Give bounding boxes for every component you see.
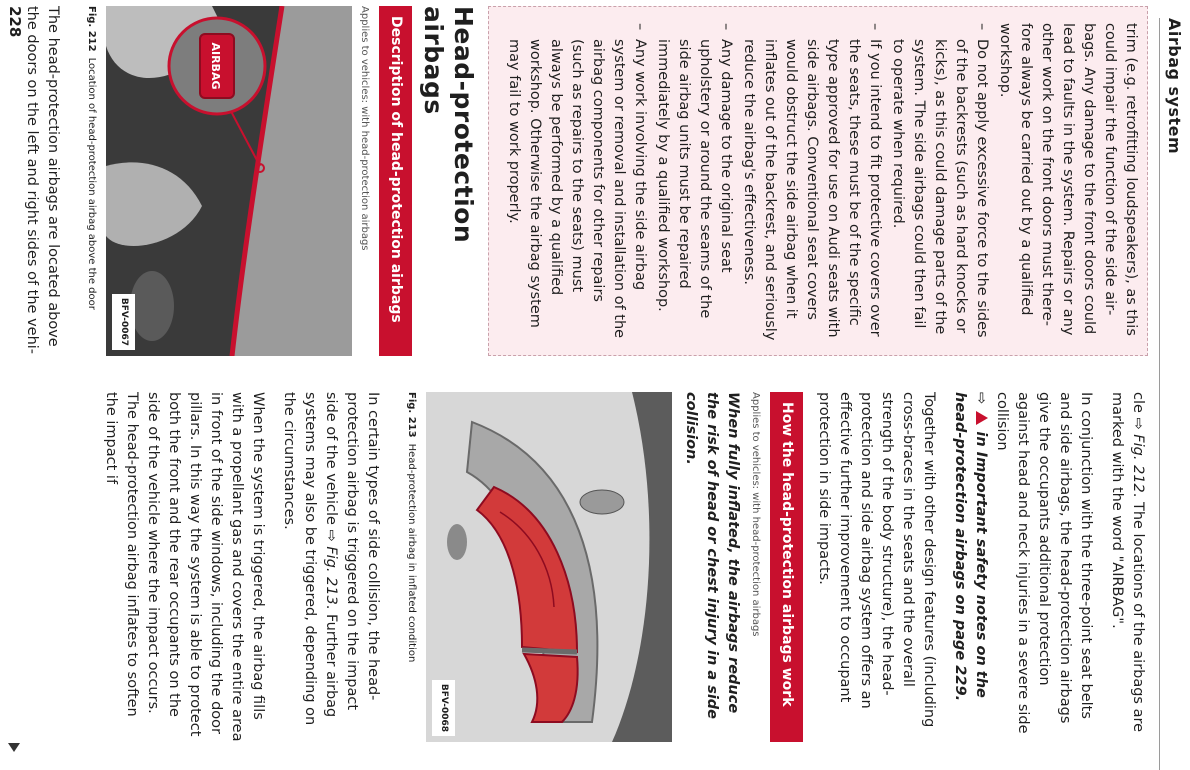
figure-code: BFV-0067 (112, 294, 135, 350)
safety-notes-link[interactable]: in Important safety notes on the head-protection airbags on page 229. (952, 392, 989, 702)
left-column (11, 6, 1148, 356)
figure-caption-text: Location of head-protection airbag above the door (86, 57, 97, 310)
figure-code: BFV-0068 (432, 680, 455, 736)
figure-213-image (426, 392, 672, 742)
body-text (813, 392, 1148, 742)
warning-item: – Any damage to the original seat upholstery or around the seams of the side airbag units must be repaired immediately by a qualified workshop. (652, 23, 736, 345)
body-paragraph: In conjunction with the three-point seat belts and side airbags, the head-protection airbags give the occupants additional protection against head and neck injuries in a severe side collision ⇨ in Important safety notes on the head-protection airbags on page 229. (952, 392, 1094, 734)
inflated-airbag-illustration (426, 392, 672, 742)
figure-caption (81, 6, 102, 356)
airbag-badge-text: AIRBAG (209, 42, 222, 90)
figure-caption (401, 392, 422, 742)
chapter-heading: Head-protection airbags (419, 6, 478, 244)
warning-item: – If you intend to fit protective covers over the seats, these must be of the specific type approved for use on Audi seats with side airbags. Conventional seat covers would obstruct the side airbag when it inflates out of the backrest, and seriously reduce the airbag's effectiveness. (738, 23, 885, 345)
body-paragraph: cle ⇨ Fig. 212. The locations of the airbags are marked with the word "AIRBAG". (1109, 392, 1146, 733)
page-number: 228 (6, 6, 24, 38)
warning-item: – Any work involving the side airbag system or removal and installation of the airbag components for other repairs (such as repairs to the seats) must always be performed by a qualified workshop. Otherwise the airbag system may fail to work properly. (503, 23, 650, 345)
lead-paragraph: When fully inflated, the airbags reduce the risk of head or chest injury in a side collision. (683, 392, 741, 720)
figure-label: Fig. 213 (406, 392, 417, 438)
body-text (100, 392, 383, 742)
headliner-illustration (106, 6, 352, 356)
warning-triangle-icon (976, 411, 988, 425)
section-title-how-it-works: How the head-protection airbags work (770, 392, 803, 742)
body-paragraph: Together with other design features (including cross-braces in the seats and the overall strength of the body structure), the head-protection and side airbag system offers an effective further improvement to occupant protection in side impacts. (816, 392, 937, 728)
header-rule (1159, 18, 1160, 770)
figure-212-image (106, 6, 352, 356)
figure-caption-text: Head-protection airbag in inflated condition (406, 443, 417, 663)
body-text (21, 6, 63, 356)
figure-label: Fig. 212 (86, 6, 97, 52)
warning-box (488, 6, 1148, 356)
section-title-description: Description of head-protection airbags (379, 6, 412, 356)
body-paragraph: When the system is triggered, the airbag fills with a propellant gas and covers the entire area in front of the side windows, including the door pillars. In this way the system is able to protect both the front and the rear occupants on the side of the vehicle where the impact occurs. The head-protection airbag inflates to soften the impact if (103, 392, 266, 742)
applies-to-note: Applies to vehicles: with head-protection airbags (359, 6, 370, 251)
body-paragraph: In certain types of side collision, the head-protection airbag is triggered on the impact side of the vehicle ⇨ Fig. 213. Further airbag systems may also be triggered, depending on the circumstances. (281, 392, 381, 726)
body-paragraph: The head-protection airbags are located above the doors on the left and right sides of the vehi- (24, 6, 61, 355)
figure-reference-link[interactable]: Fig. 213 (323, 546, 339, 605)
right-column (90, 392, 1148, 742)
continued-arrow-icon (8, 743, 20, 752)
figure-reference-link[interactable]: Fig. 212 (1130, 434, 1146, 493)
warning-item: – Do not apply excessive force to the sides of the backrests (such as hard knocks or kicks), as this could damage parts of the system. The side airbags could then fail to operate when required. (887, 23, 992, 345)
running-header: Airbag system (1165, 18, 1184, 155)
applies-to-note: Applies to vehicles: with head-protection airbags (750, 392, 761, 637)
warning-intro-text: trim (e.g. retrofitting loudspeakers), as this could impair the function of the side airbags. Any damage to the front doors could lead to faults in the system. Repairs or any other work on the front doors must therefore always be carried out by a qualified workshop. (997, 23, 1139, 336)
